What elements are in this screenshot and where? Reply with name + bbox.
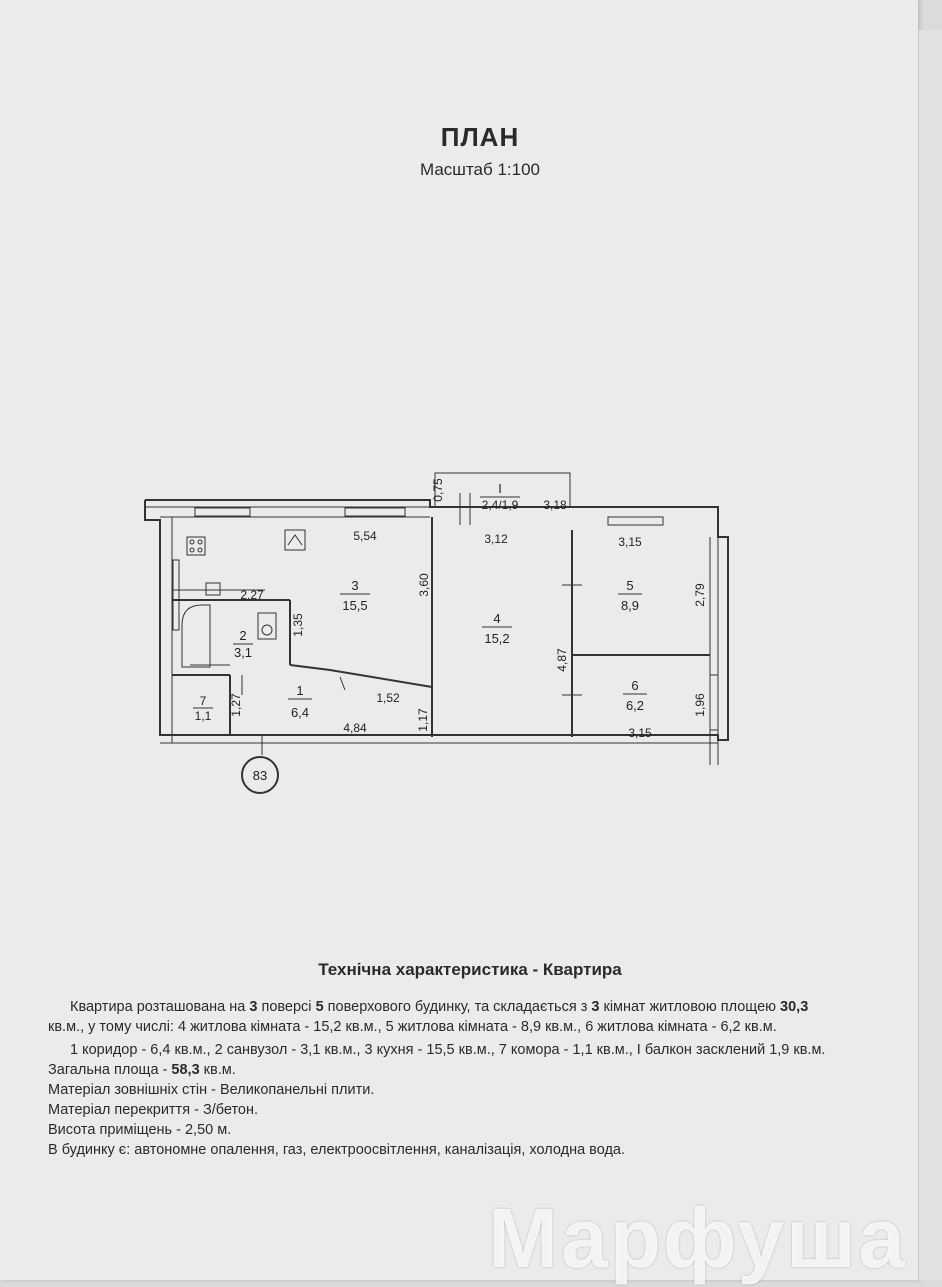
building-number: 83 [252, 768, 268, 783]
room-7-area: 1,1 [194, 709, 212, 723]
text: кімнат житловою площею [599, 999, 781, 1015]
room-2-num: 2 [239, 628, 247, 643]
dim-554: 5,54 [353, 529, 377, 543]
dim-484: 4,84 [343, 721, 367, 735]
room-6-area: 6,2 [625, 698, 645, 713]
window [345, 508, 405, 516]
room-4-num: 4 [493, 611, 501, 626]
plan-scale: Масштаб 1:100 [420, 160, 540, 179]
floor-plan [130, 465, 750, 805]
dim-152: 1,52 [376, 691, 400, 705]
tech-paragraph-2: 1 коридор - 6,4 кв.м., 2 санвузол - 3,1 кв.м., 3 кухня - 15,5 кв.м., 7 комора - 1,1 кв.м., I балкон засклений 1,9 кв.м. [70, 1042, 826, 1058]
dim-279: 2,79 [693, 583, 707, 607]
total-value: 58,3 [171, 1062, 200, 1078]
room-3-num: 3 [351, 578, 359, 593]
window [608, 517, 663, 525]
dim-318: 3,18 [543, 498, 567, 512]
ceiling-height: Висота приміщень - 2,50 м. [48, 1122, 232, 1138]
rooms-list: 4 житлова кімната - 15,2 кв.м., 5 житлова кімната - 8,9 кв.м., 6 житлова кімната - 6,2 кв.м. [178, 1019, 777, 1035]
balcony-area: 2,4/1,9 [481, 498, 519, 512]
room-4-area: 15,2 [484, 631, 510, 646]
living-area-value: 30,3 [780, 999, 809, 1015]
dim-127: 1,27 [229, 693, 243, 717]
watermark: Марфуша [488, 1191, 907, 1285]
dim-312: 3,12 [484, 532, 508, 546]
dim-196: 1,96 [693, 693, 707, 717]
stove-icon [187, 537, 205, 555]
dim-315-bottom: 3,15 [628, 726, 652, 740]
room-6-num: 6 [631, 678, 639, 693]
room-5-area: 8,9 [620, 598, 640, 613]
sink-icon [285, 530, 305, 550]
tech-description [48, 997, 848, 1160]
room-5-num: 5 [626, 578, 634, 593]
balcony-num: I [498, 481, 502, 496]
plan-title: ПЛАН [440, 122, 520, 152]
dim-135: 1,35 [291, 613, 305, 637]
text: Квартира розташована на [70, 999, 250, 1015]
text: поверхового будинку, та складається з [323, 999, 592, 1015]
wall-kitchen-corridor [290, 665, 432, 687]
text: кв.м., у тому числі: [48, 1019, 179, 1035]
room-7-num: 7 [199, 694, 207, 708]
total-area [48, 1060, 848, 1080]
floor-value: 3 [249, 999, 258, 1015]
room-3-area: 15,5 [342, 598, 368, 613]
wall-material: Матеріал зовнішніх стін - Великопанельні плити. [48, 1082, 375, 1098]
room-2-area: 3,1 [233, 645, 253, 660]
underlying-sheet-edge [918, 30, 942, 1280]
door-mark [340, 677, 345, 690]
room-1-num: 1 [296, 683, 304, 698]
dim-075: 0,75 [431, 478, 445, 502]
utilities: В будинку є: автономне опалення, газ, електроосвітлення, каналізація, холодна вода. [48, 1142, 626, 1158]
window [195, 508, 250, 516]
floor-material: Матеріал перекриття - З/бетон. [48, 1102, 259, 1118]
text: поверсі [257, 999, 316, 1015]
tech-paragraph-1 [48, 997, 848, 1037]
dim-487: 4,87 [555, 648, 569, 672]
dim-315-top: 3,15 [618, 535, 642, 549]
total-unit: кв.м. [199, 1062, 236, 1078]
radiator [173, 560, 179, 630]
dim-227: 2,27 [240, 588, 264, 602]
bathtub-icon [182, 605, 210, 667]
floors-value: 5 [315, 999, 324, 1015]
boiler-icon [206, 583, 220, 595]
total-label: Загальна площа - [48, 1062, 172, 1078]
tech-title: Технічна характеристика - Квартира [318, 960, 622, 979]
dim-117: 1,17 [416, 708, 430, 732]
dim-360: 3,60 [417, 573, 431, 597]
window [710, 675, 718, 730]
room-1-area: 6,4 [290, 705, 310, 720]
rooms-value: 3 [591, 999, 600, 1015]
